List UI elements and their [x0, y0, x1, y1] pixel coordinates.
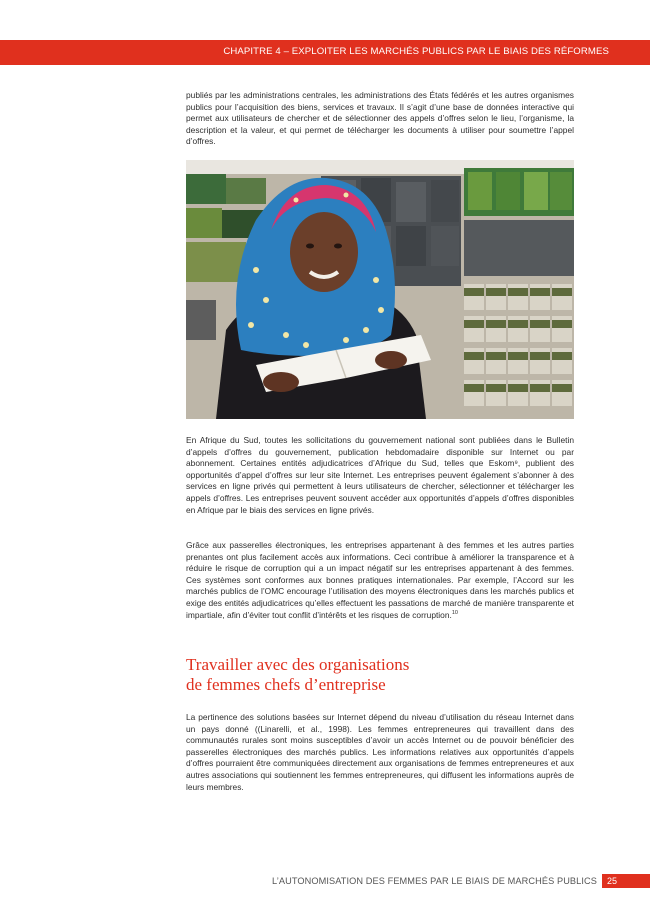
chapter-header-band: [0, 40, 650, 65]
page-number: 25: [607, 876, 618, 886]
paragraph-text: La pertinence des solutions basées sur Internet dépend du niveau d’utilisation du réseau Internet dans un pays donné ((Linarelli, et al., 1998). Les femmes entrepreneures qui travaillent dans des communautés rurales sont moins susceptibles d’avoir un accès Internet ou de pouvoir bénéficier des passerelles électroniques des marchés publics. Les informations relatives aux opportunités d’appels d’offres pourraient être communiquées directement aux organisations de femmes entrepreneures et aux autres associations qui soutiennent les femmes entrepreneures, qui diffusent les informations auprès de leurs membres.: [186, 712, 574, 792]
body-paragraph-intro: [186, 90, 574, 148]
footnote-marker: 10: [451, 609, 458, 616]
paragraph-body: Grâce aux passerelles électroniques, les entreprises appartenant à des femmes et les autres parties prenantes ont plus facilement accès aux informations. Ceci contribue à améliorer la transparence et à réduire le risque de corruption qui a un impact négatif sur les entreprises appartenant à des femmes. Ces systèmes sont conformes aux bonnes pratiques internationales. Par exemple, l’Accord sur les marchés publics de l’OMC encourage l’utilisation des moyens électroniques dans les marchés publics et exige des entités adjudicatrices qu’elles effectuent les passations de marché de manière transparente et impartiale, afin d’éviter tout conflit d’intérêts et les risques de corruption.: [186, 540, 574, 620]
shopkeeper-photo: [186, 160, 574, 419]
body-paragraph-south-africa: [186, 435, 574, 516]
section-heading: [186, 655, 586, 695]
page-number-box: [602, 874, 650, 888]
paragraph-text: publiés par les administrations centrales, les administrations des États fédérés et les autres organismes publics pour l’acquisition des biens, services et travaux. Il s’agit d’une base de données interactive qui permet aux utilisateurs de chercher et de sélectionner des appels d’offres selon le lieu, l’organisme, la description et la valeur, et qui permet de télécharger les documents à utiliser pour soumettre l’appel d’offres.: [186, 90, 574, 147]
section-heading-line-2: de femmes chefs d’entreprise: [186, 675, 386, 694]
publication-title: L’AUTONOMISATION DES FEMMES PAR LE BIAIS DE MARCHÉS PUBLICS: [272, 876, 597, 886]
paragraph-text: En Afrique du Sud, toutes les sollicitations du gouvernement national sont publiées dans le Bulletin d’appels d’offres du gouvernement, publication hebdomadaire disponible sur Internet ou par abonnement. Certaines entités adjudicatrices d’Afrique du Sud, telles que Eskom⁹, publient des opportunités d’appel d’offres sur leur site Internet. Les entreprises peuvent également s’abonner à des services en ligne privés qui permettent à leurs utilisateurs de chercher, sélectionner et télécharger les appels d’offres. Les entreprises peuvent souvent accéder aux opportunités d’appels d’offres disponibles en Afrique par le biais des services en ligne privés.: [186, 435, 574, 515]
section-heading-line-1: Travailler avec des organisations: [186, 655, 410, 674]
paragraph-text: [186, 540, 574, 621]
photo-illustration: [186, 160, 574, 419]
chapter-title: CHAPITRE 4 – EXPLOITER LES MARCHÉS PUBLICS PAR LE BIAIS DES RÉFORMES: [223, 46, 609, 57]
body-paragraph-relevance: [186, 712, 574, 793]
body-paragraph-gateways: [186, 540, 574, 621]
